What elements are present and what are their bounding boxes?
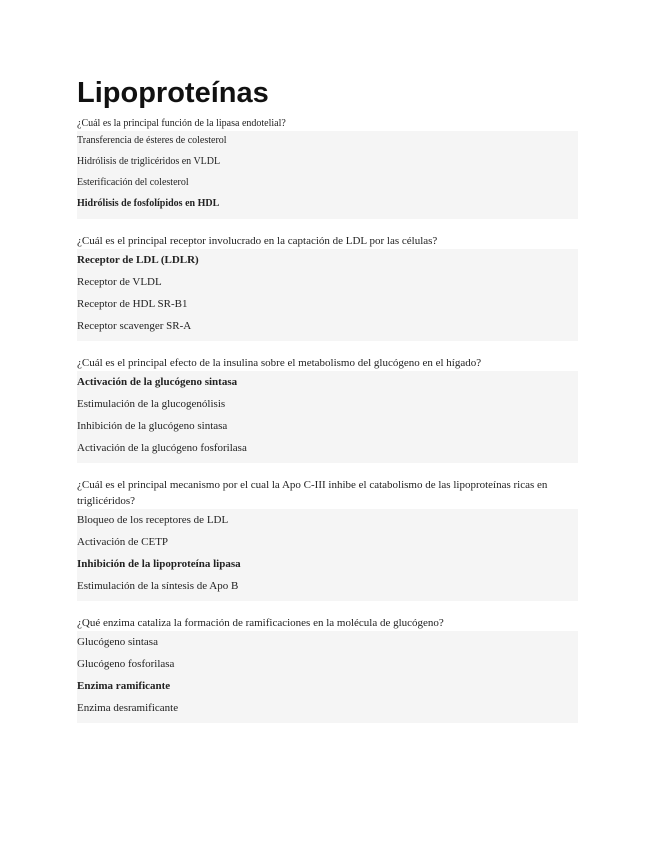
option: Glucógeno sintasa	[77, 636, 158, 648]
question-text: ¿Cuál es el principal receptor involucrado en la captación de LDL por las células?	[77, 235, 438, 247]
option: Estimulación de la glucogenólisis	[77, 398, 226, 410]
option: Glucógeno fosforilasa	[77, 658, 175, 670]
options-block	[77, 131, 578, 219]
correct-option: Activación de la glucógeno sintasa	[77, 376, 238, 388]
correct-option: Receptor de LDL (LDLR)	[77, 254, 199, 266]
option: Transferencia de ésteres de colesterol	[77, 135, 227, 146]
option: Hidrólisis de triglicéridos en VLDL	[77, 156, 221, 167]
question-text: ¿Qué enzima cataliza la formación de ramificaciones en la molécula de glucógeno?	[77, 617, 444, 629]
option: Enzima desramificante	[77, 702, 179, 714]
options-block	[77, 371, 578, 463]
option: Activación de la glucógeno fosforilasa	[77, 442, 247, 454]
option: Estimulación de la síntesis de Apo B	[77, 580, 239, 592]
option: Receptor scavenger SR-A	[77, 320, 192, 332]
option: Esterificación del colesterol	[77, 177, 189, 188]
question-text: ¿Cuál es el principal mecanismo por el cual la Apo C-III inhibe el catabolismo de las lipoproteínas ricas en triglicéridos?	[77, 479, 548, 507]
page-title: Lipoproteínas	[77, 77, 269, 109]
option: Activación de CETP	[77, 536, 169, 548]
correct-option: Inhibición de la lipoproteína lipasa	[77, 558, 241, 570]
option: Receptor de HDL SR-B1	[77, 298, 188, 310]
options-block	[77, 631, 578, 723]
option: Bloqueo de los receptores de LDL	[77, 514, 229, 526]
question-text: ¿Cuál es la principal función de la lipasa endotelial?	[77, 118, 286, 129]
option: Receptor de VLDL	[77, 276, 162, 288]
question-text: ¿Cuál es el principal efecto de la insulina sobre el metabolismo del glucógeno en el hígado?	[77, 357, 482, 369]
options-block	[77, 249, 578, 341]
correct-option: Enzima ramificante	[77, 680, 171, 692]
options-block	[77, 509, 578, 601]
option: Inhibición de la glucógeno sintasa	[77, 420, 228, 432]
document-page	[77, 76, 578, 737]
correct-option: Hidrólisis de fosfolípidos en HDL	[77, 198, 220, 209]
